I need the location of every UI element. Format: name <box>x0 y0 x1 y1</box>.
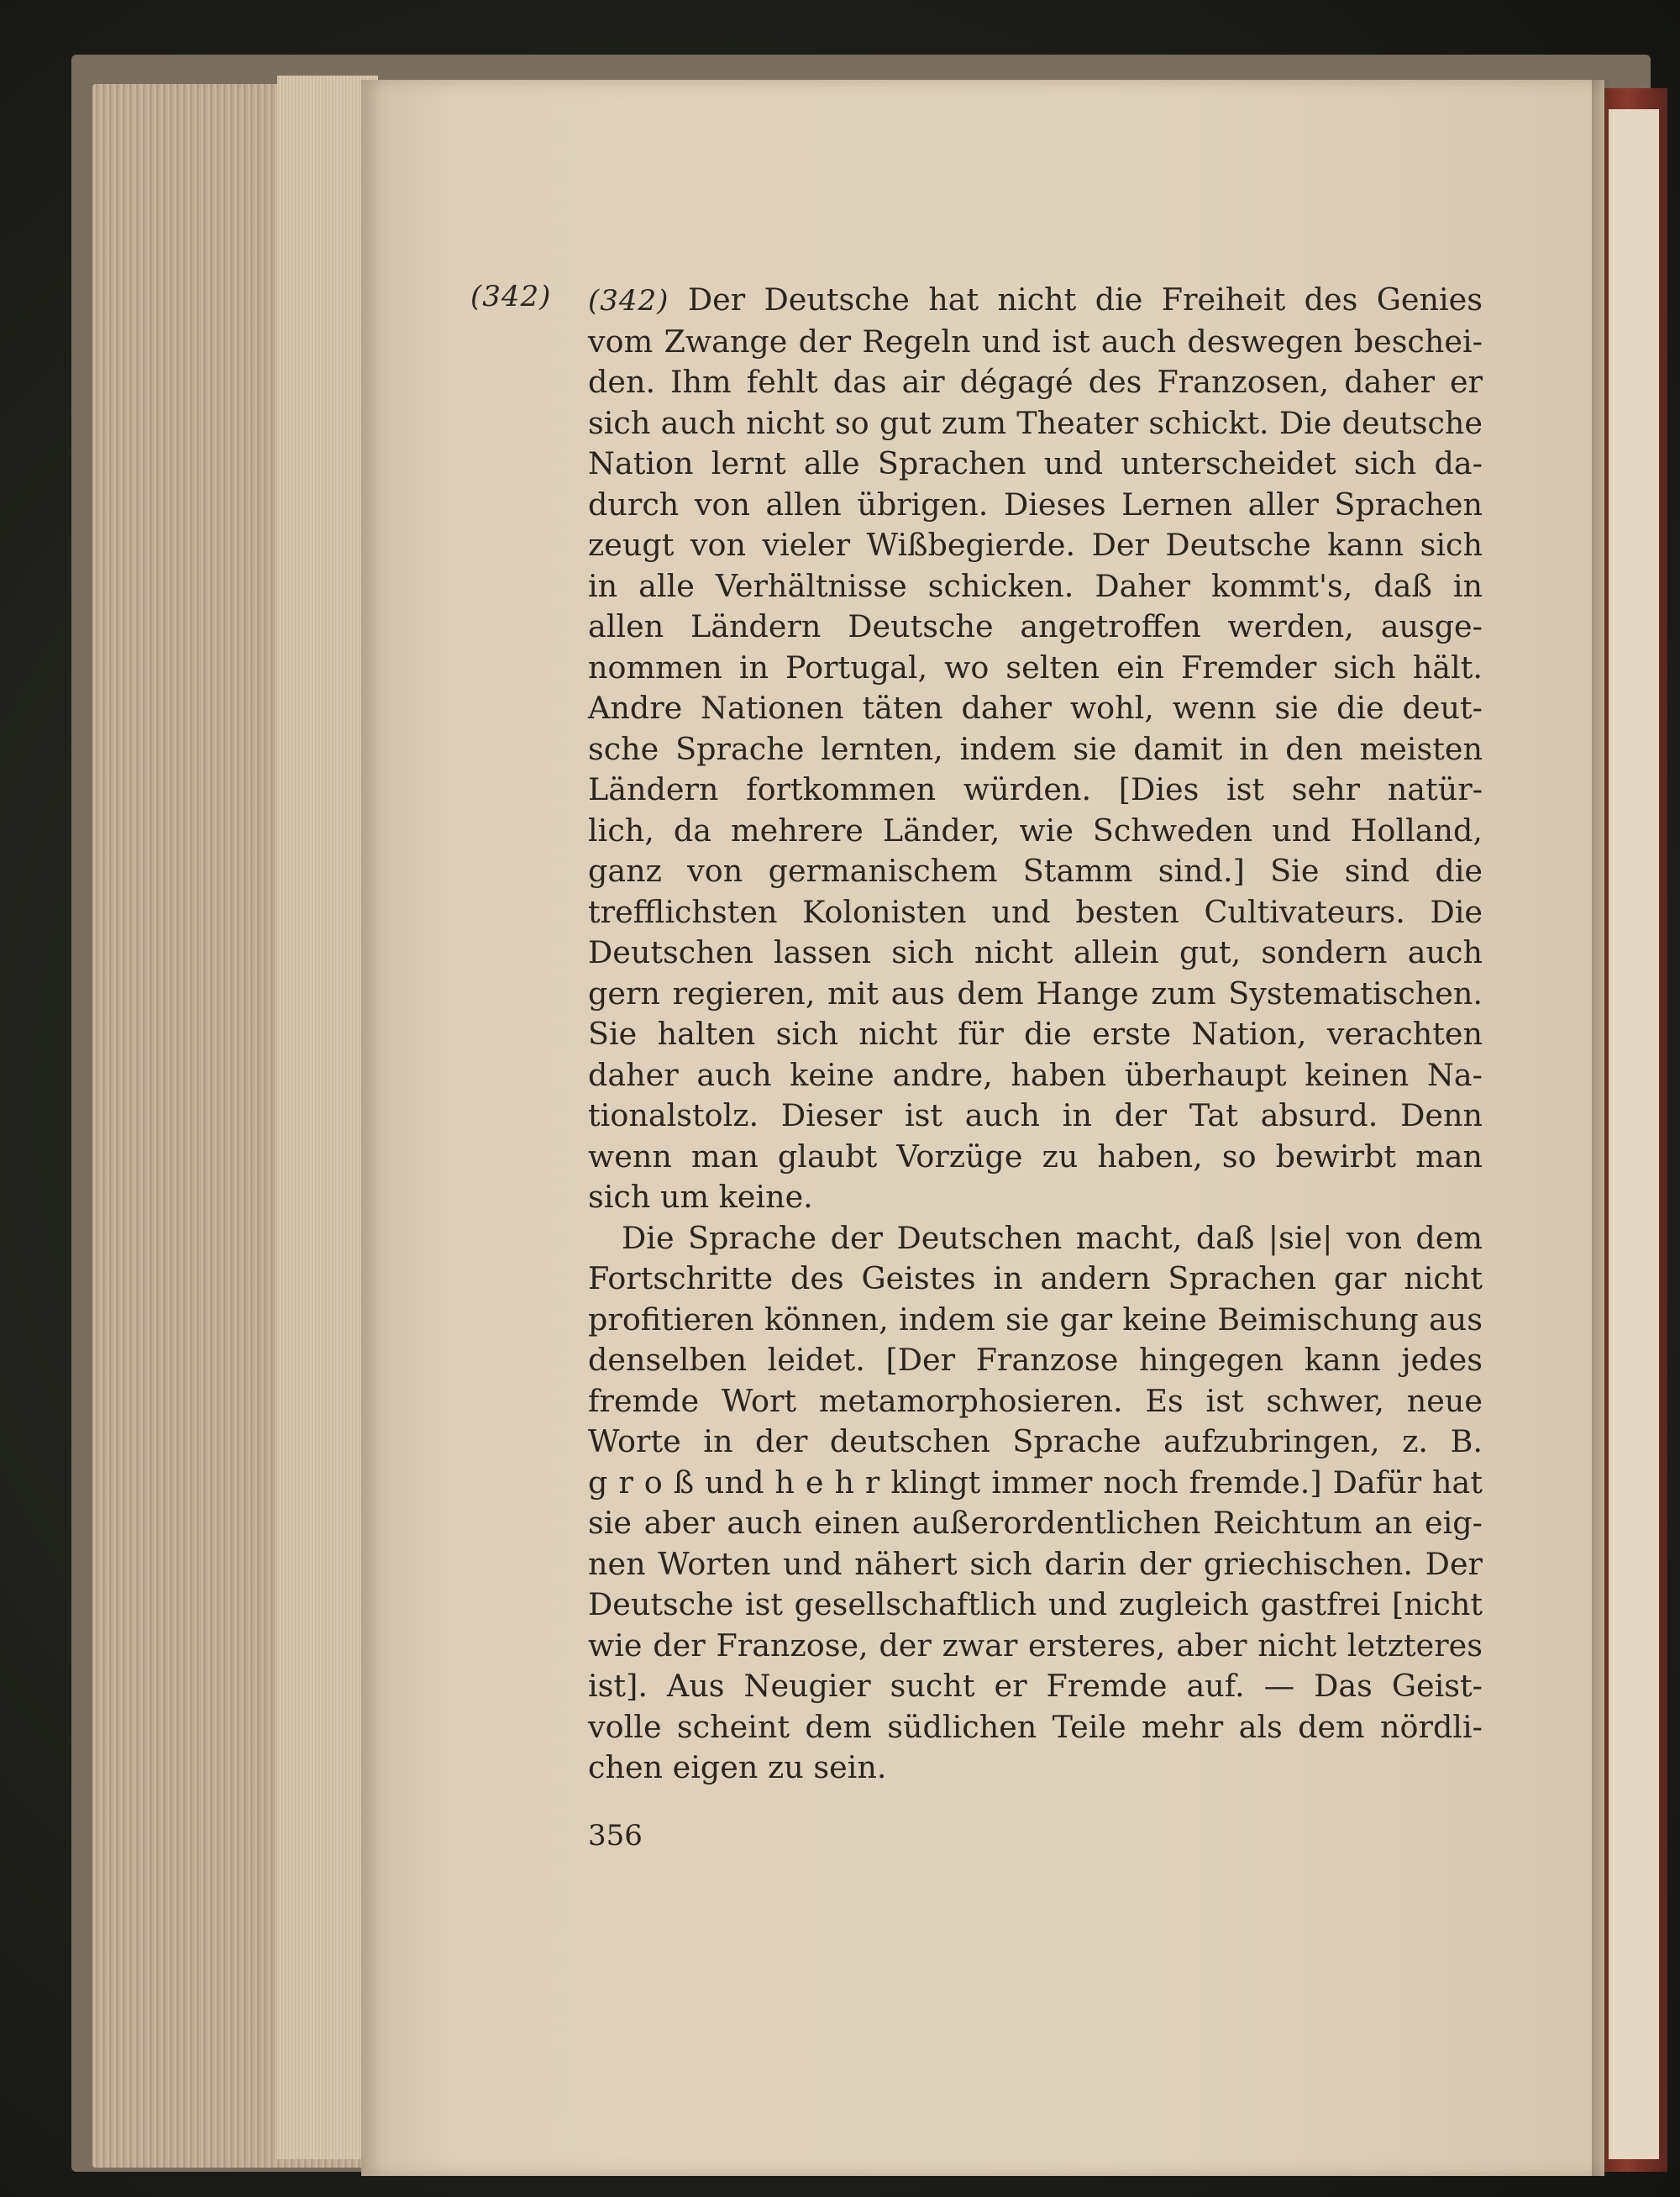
text-line: vom Zwange der Regeln und ist auch deswegen beschei- <box>588 323 1483 360</box>
text-line: (342) Der Deutsche hat nicht die Freiheit des Genies <box>588 281 1483 318</box>
text-line: gern regieren, mit aus dem Hange zum Systematischen. <box>588 975 1483 1012</box>
margin-section-number: (342) <box>470 280 552 313</box>
text-line: sich um keine. <box>588 1179 813 1215</box>
text-line: sie aber auch einen außerordentlichen Reichtum an eig- <box>588 1505 1483 1541</box>
text-line: ganz von germanischem Stamm sind.] Sie sind die <box>588 853 1483 889</box>
text-line: zeugt von vieler Wißbegierde. Der Deutsche kann sich <box>588 527 1483 563</box>
text-line: Nation lernt alle Sprachen und unterscheidet sich da- <box>588 445 1483 481</box>
text-line: Sie halten sich nicht für die erste Nation, verachten <box>588 1016 1483 1052</box>
text-line: nen Worten und nähert sich darin der griechischen. Der <box>588 1545 1483 1582</box>
text-line: Deutsche ist gesellschaftlich und zugleich gastfrei [nicht <box>588 1586 1483 1622</box>
text-line: Die Sprache der Deutschen macht, daß |sie| von dem <box>622 1219 1483 1256</box>
paragraph-2 <box>588 1218 1483 1789</box>
text-line: volle scheint dem südlichen Teile mehr als dem nördli- <box>588 1708 1483 1745</box>
text-line: g r o ß und h e h r klingt immer noch fremde.] Dafür hat <box>588 1464 1483 1501</box>
text-line: Ländern fortkommen würden. [Dies ist sehr natür- <box>588 771 1483 807</box>
text-line: tionalstolz. Dieser ist auch in der Tat absurd. Denn <box>588 1097 1483 1133</box>
facing-page-edge <box>1609 109 1659 2159</box>
text-line: allen Ländern Deutsche angetroffen werden, ausge- <box>588 608 1483 644</box>
text-line: Deutschen lassen sich nicht allein gut, sondern auch <box>588 934 1483 970</box>
text-line: fremde Wort metamorphosieren. Es ist schwer, neue <box>588 1382 1483 1419</box>
text-line: wenn man glaubt Vorzüge zu haben, so bewirbt man <box>588 1138 1483 1175</box>
text-line: in alle Verhältnisse schicken. Daher kommt's, daß in <box>588 567 1483 604</box>
text-line: Worte in der deutschen Sprache aufzubringen, z. B. <box>588 1423 1483 1459</box>
text-line: nommen in Portugal, wo selten ein Fremder sich hält. <box>588 649 1483 686</box>
text-line: daher auch keine andre, haben überhaupt keinen Na- <box>588 1056 1483 1093</box>
body-text <box>588 280 1483 1789</box>
text-line: Andre Nationen täten daher wohl, wenn sie die deut- <box>588 690 1483 726</box>
paragraph-1 <box>588 280 1483 1218</box>
text-line: chen eigen zu sein. <box>588 1749 887 1785</box>
inline-section-number: (342) <box>588 284 669 318</box>
text-line: durch von allen übrigen. Dieses Lernen aller Sprachen <box>588 486 1483 523</box>
text-line: profitieren können, indem sie gar keine Beimischung aus <box>588 1301 1483 1338</box>
text-line: wie der Franzose, der zwar ersteres, aber nicht letzteres <box>588 1627 1483 1664</box>
gutter-shadow <box>1592 80 1613 2176</box>
text-line: ist]. Aus Neugier sucht er Fremde auf. — Das Geist- <box>588 1668 1483 1704</box>
text-line: Fortschritte des Geistes in andern Sprachen gar nicht <box>588 1260 1483 1296</box>
text-line: sich auch nicht so gut zum Theater schickt. Die deutsche <box>588 404 1483 441</box>
text-line: den. Ihm fehlt das air dégagé des Franzosen, daher er <box>588 364 1483 400</box>
page-number: 356 <box>588 1819 643 1853</box>
text-line: sche Sprache lernten, indem sie damit in den meisten <box>588 730 1483 767</box>
text-line: trefflichsten Kolonisten und besten Cultivateurs. Die <box>588 893 1483 930</box>
text-line: lich, da mehrere Länder, wie Schweden und Holland, <box>588 812 1483 849</box>
text-line: denselben leidet. [Der Franzose hingegen kann jedes <box>588 1342 1483 1378</box>
